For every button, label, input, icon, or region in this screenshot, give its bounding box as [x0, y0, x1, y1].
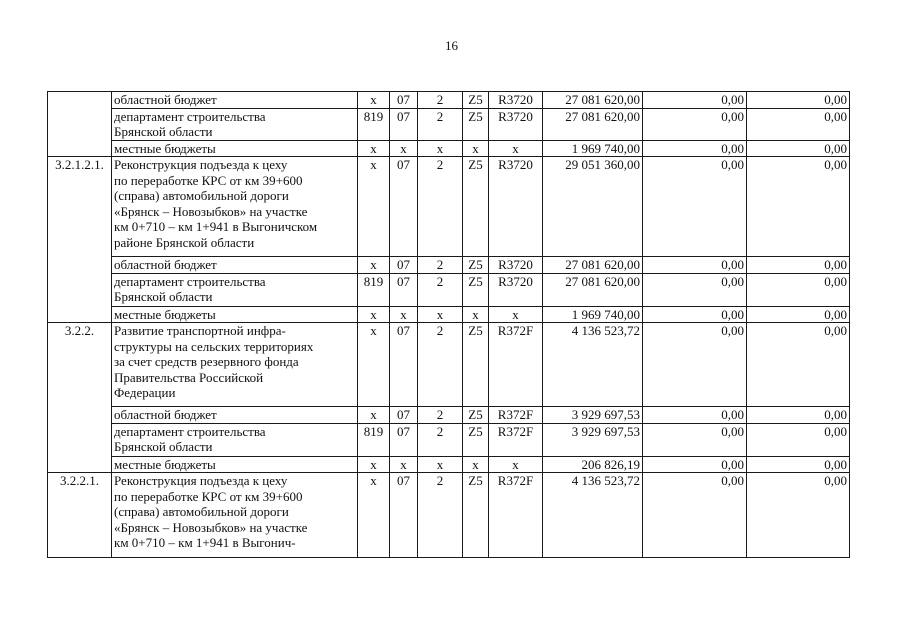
table-row [48, 157, 850, 257]
item-number-cell: 3.2.1.2.1. [48, 157, 112, 323]
subsection-code-cell: х [418, 306, 463, 323]
amount-year1-cell: 27 081 620,00 [543, 257, 643, 274]
item-name-line: районе Брянской области [114, 234, 255, 250]
item-name-cell [112, 108, 358, 140]
section-code-cell: 07 [390, 407, 418, 424]
grbs-code-cell: х [358, 257, 390, 274]
amount-year2-cell: 0,00 [643, 407, 747, 424]
grbs-code-cell: 819 [358, 423, 390, 456]
grbs-code-cell: х [358, 157, 390, 257]
amount-year3-cell: 0,00 [747, 140, 850, 157]
amount-year1-cell: 29 051 360,00 [543, 157, 643, 257]
subsection-code-cell: 2 [418, 473, 463, 558]
amount-year2-cell: 0,00 [643, 423, 747, 456]
direction-code-cell: R3720 [489, 157, 543, 257]
subsection-code-cell: 2 [418, 273, 463, 306]
subsection-code-cell: х [418, 140, 463, 157]
amount-year3-cell: 0,00 [747, 306, 850, 323]
amount-year3-cell: 0,00 [747, 92, 850, 109]
item-name-cell [112, 257, 358, 274]
section-code-cell: 07 [390, 473, 418, 558]
item-name-line: местные бюджеты [114, 306, 216, 322]
amount-year3-cell: 0,00 [747, 157, 850, 257]
section-code-cell: х [390, 306, 418, 323]
subsection-code-cell: 2 [418, 407, 463, 424]
direction-code-cell: х [489, 456, 543, 473]
amount-year1-cell: 1 969 740,00 [543, 140, 643, 157]
section-code-cell: х [390, 140, 418, 157]
table-row [48, 306, 850, 323]
section-code-cell: 07 [390, 92, 418, 109]
item-name-line: местные бюджеты [114, 140, 216, 156]
table-row [48, 140, 850, 157]
item-name-line: Развитие транспортной инфра- [114, 323, 286, 338]
item-name-line: за счет средств резервного фонда [114, 354, 299, 369]
amount-year1-cell: 206 826,19 [543, 456, 643, 473]
amount-year3-cell: 0,00 [747, 108, 850, 140]
direction-code-cell: R372F [489, 407, 543, 424]
program-code-cell: х [463, 306, 489, 323]
grbs-code-cell: х [358, 407, 390, 424]
grbs-code-cell: х [358, 456, 390, 473]
item-name-line: (справа) автомобильной дороги [114, 188, 289, 203]
table-row [48, 473, 850, 558]
amount-year2-cell: 0,00 [643, 157, 747, 257]
item-name-line: по переработке КРС от км 39+600 [114, 172, 303, 188]
program-code-cell: Z5 [463, 473, 489, 558]
item-name-line: км 0+710 – км 1+941 в Выгонич- [114, 535, 296, 550]
program-code-cell: Z5 [463, 323, 489, 407]
direction-code-cell: х [489, 140, 543, 157]
item-name-cell [112, 157, 358, 257]
item-name-line: Брянской области [114, 439, 213, 454]
grbs-code-cell: 819 [358, 273, 390, 306]
amount-year3-cell: 0,00 [747, 273, 850, 306]
direction-code-cell: R3720 [489, 257, 543, 274]
amount-year3-cell: 0,00 [747, 323, 850, 407]
subsection-code-cell: 2 [418, 92, 463, 109]
item-name-line: местные бюджеты [114, 456, 216, 472]
item-name-line: департамент строительства [114, 108, 266, 124]
item-name-line: областной бюджет [114, 92, 217, 107]
item-name-line: Брянской области [114, 124, 213, 139]
table-row [48, 407, 850, 424]
item-name-line: департамент строительства [114, 273, 266, 289]
table-row [48, 108, 850, 140]
amount-year3-cell: 0,00 [747, 473, 850, 558]
item-name-cell [112, 473, 358, 558]
item-name-line: областной бюджет [114, 257, 217, 272]
amount-year1-cell: 3 929 697,53 [543, 423, 643, 456]
budget-table [47, 91, 850, 558]
item-name-cell [112, 306, 358, 323]
amount-year2-cell: 0,00 [643, 92, 747, 109]
amount-year2-cell: 0,00 [643, 456, 747, 473]
amount-year2-cell: 0,00 [643, 323, 747, 407]
amount-year2-cell: 0,00 [643, 273, 747, 306]
table-body [48, 92, 850, 558]
amount-year3-cell: 0,00 [747, 257, 850, 274]
amount-year2-cell: 0,00 [643, 306, 747, 323]
program-code-cell: Z5 [463, 423, 489, 456]
direction-code-cell: R3720 [489, 273, 543, 306]
direction-code-cell: х [489, 306, 543, 323]
amount-year1-cell: 3 929 697,53 [543, 407, 643, 424]
amount-year2-cell: 0,00 [643, 140, 747, 157]
item-name-line: по переработке КРС от км 39+600 [114, 488, 303, 504]
table-row [48, 92, 850, 109]
subsection-code-cell: 2 [418, 108, 463, 140]
amount-year2-cell: 0,00 [643, 473, 747, 558]
section-code-cell: 07 [390, 157, 418, 257]
item-name-cell [112, 423, 358, 456]
item-name-cell [112, 323, 358, 407]
grbs-code-cell: х [358, 473, 390, 558]
item-name-line: департамент строительства [114, 423, 266, 439]
item-number-cell: 3.2.2. [48, 323, 112, 473]
program-code-cell: Z5 [463, 108, 489, 140]
subsection-code-cell: 2 [418, 323, 463, 407]
item-name-line: км 0+710 – км 1+941 в Выгоничском [114, 219, 318, 234]
amount-year3-cell: 0,00 [747, 407, 850, 424]
item-name-line: Реконструкция подъезда к цеху [114, 473, 288, 488]
amount-year2-cell: 0,00 [643, 108, 747, 140]
table-row [48, 423, 850, 456]
section-code-cell: 07 [390, 273, 418, 306]
amount-year1-cell: 4 136 523,72 [543, 323, 643, 407]
item-number-cell [48, 92, 112, 157]
item-name-line: Брянской области [114, 289, 213, 304]
table-row [48, 323, 850, 407]
grbs-code-cell: х [358, 92, 390, 109]
grbs-code-cell: х [358, 140, 390, 157]
program-code-cell: х [463, 140, 489, 157]
item-name-line: «Брянск – Новозыбков» на участке [114, 519, 308, 535]
subsection-code-cell: 2 [418, 423, 463, 456]
amount-year1-cell: 1 969 740,00 [543, 306, 643, 323]
amount-year1-cell: 4 136 523,72 [543, 473, 643, 558]
item-number-cell: 3.2.2.1. [48, 473, 112, 558]
item-name-cell [112, 273, 358, 306]
section-code-cell: 07 [390, 423, 418, 456]
program-code-cell: Z5 [463, 92, 489, 109]
table-row [48, 273, 850, 306]
page-number: 16 [445, 38, 458, 53]
direction-code-cell: R372F [489, 423, 543, 456]
item-name-line: Реконструкция подъезда к цеху [114, 157, 288, 172]
item-name-line: структуры на сельских территориях [114, 338, 314, 354]
table-row [48, 456, 850, 473]
amount-year2-cell: 0,00 [643, 257, 747, 274]
section-code-cell: х [390, 456, 418, 473]
table-row [48, 257, 850, 274]
section-code-cell: 07 [390, 323, 418, 407]
subsection-code-cell: 2 [418, 257, 463, 274]
direction-code-cell: R3720 [489, 92, 543, 109]
item-name-line: «Брянск – Новозыбков» на участке [114, 203, 308, 219]
section-code-cell: 07 [390, 257, 418, 274]
item-name-line: Федерации [114, 385, 176, 400]
grbs-code-cell: 819 [358, 108, 390, 140]
program-code-cell: Z5 [463, 257, 489, 274]
item-name-cell [112, 92, 358, 109]
item-name-cell [112, 407, 358, 424]
amount-year3-cell: 0,00 [747, 456, 850, 473]
amount-year1-cell: 27 081 620,00 [543, 273, 643, 306]
amount-year1-cell: 27 081 620,00 [543, 92, 643, 109]
item-name-cell [112, 456, 358, 473]
program-code-cell: Z5 [463, 407, 489, 424]
item-name-line: (справа) автомобильной дороги [114, 504, 289, 519]
subsection-code-cell: 2 [418, 157, 463, 257]
direction-code-cell: R3720 [489, 108, 543, 140]
direction-code-cell: R372F [489, 323, 543, 407]
item-name-cell [112, 140, 358, 157]
amount-year1-cell: 27 081 620,00 [543, 108, 643, 140]
section-code-cell: 07 [390, 108, 418, 140]
grbs-code-cell: х [358, 306, 390, 323]
item-name-line: Правительства Российской [114, 369, 264, 385]
program-code-cell: Z5 [463, 273, 489, 306]
amount-year3-cell: 0,00 [747, 423, 850, 456]
grbs-code-cell: х [358, 323, 390, 407]
program-code-cell: х [463, 456, 489, 473]
program-code-cell: Z5 [463, 157, 489, 257]
subsection-code-cell: х [418, 456, 463, 473]
direction-code-cell: R372F [489, 473, 543, 558]
item-name-line: областной бюджет [114, 407, 217, 422]
